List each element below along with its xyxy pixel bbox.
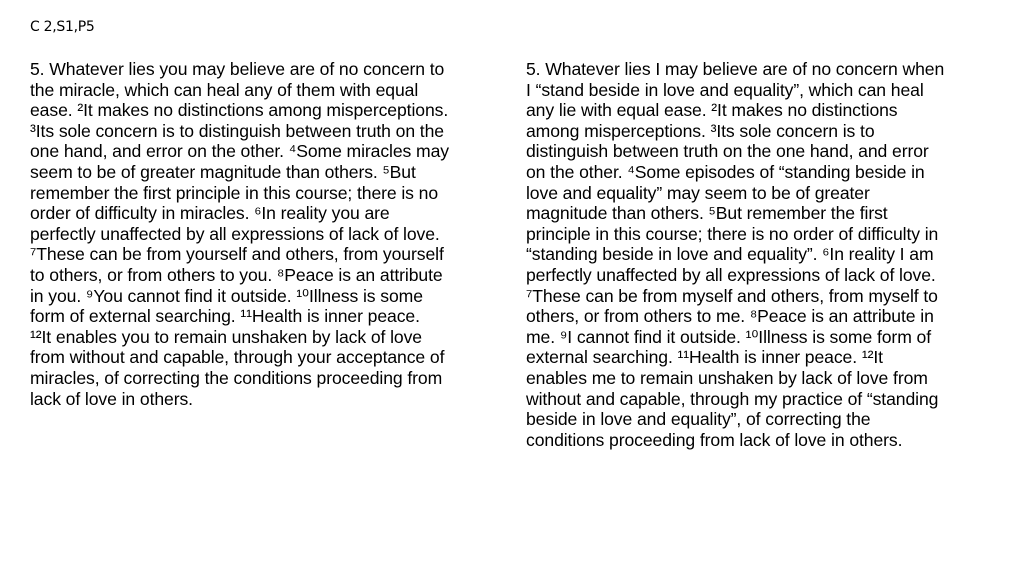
text-line: one hand, and error on the other. ⁴Some miracles may (30, 141, 449, 162)
right-text-column (526, 59, 998, 450)
text-line: perfectly unaffected by all expressions of lack of love. (526, 264, 936, 285)
text-line: without and capable, through my practice of “standing (526, 388, 939, 409)
text-line: enables me to remain unshaken by lack of love from (526, 367, 928, 388)
text-line: the miracle, which can heal any of them with equal (30, 79, 419, 100)
text-line: external searching. ¹¹Health is inner peace. ¹²It (526, 347, 883, 368)
text-line: miracles, of correcting the conditions proceeding from (30, 367, 443, 388)
text-line: love and equality” may seem to be of greater (526, 182, 870, 203)
text-line: conditions proceeding from lack of love in others. (526, 429, 903, 450)
text-line: I “stand beside in love and equality”, which can heal (526, 79, 924, 100)
slide-reference: C 2,S1,P5 (30, 19, 95, 35)
left-text-column (30, 59, 504, 409)
text-line: in you. ⁹You cannot find it outside. ¹⁰Illness is some (30, 285, 423, 306)
text-line: ³Its sole concern is to distinguish between truth on the (30, 120, 444, 141)
text-line: me. ⁹I cannot find it outside. ¹⁰Illness is some form of (526, 326, 932, 347)
text-line: ⁷These can be from myself and others, from myself to (526, 285, 938, 306)
text-line: seem to be of greater magnitude than others. ⁵But (30, 161, 416, 182)
text-line: any lie with equal ease. ²It makes no distinctions (526, 100, 898, 121)
text-line: perfectly unaffected by all expressions of lack of love. (30, 223, 440, 244)
text-line: ¹²It enables you to remain unshaken by lack of love (30, 326, 422, 347)
text-line: magnitude than others. ⁵But remember the first (526, 203, 888, 224)
text-line: form of external searching. ¹¹Health is inner peace. (30, 306, 420, 327)
text-line: order of difficulty in miracles. ⁶In reality you are (30, 203, 390, 224)
text-line: to others, or from others to you. ⁸Peace is an attribute (30, 264, 443, 285)
text-line: principle in this course; there is no order of difficulty in (526, 223, 939, 244)
text-line: ⁷These can be from yourself and others, from yourself (30, 244, 444, 265)
text-line: “standing beside in love and equality”. ⁶In reality I am (526, 244, 934, 265)
text-line: among misperceptions. ³Its sole concern is to (526, 120, 875, 141)
text-line: on the other. ⁴Some episodes of “standing beside in (526, 161, 925, 182)
text-line: 5. Whatever lies I may believe are of no concern when (526, 59, 945, 79)
text-line: distinguish between truth on the one hand, and error (526, 141, 929, 162)
text-line: beside in love and equality”, of correcting the (526, 409, 871, 430)
text-line: from without and capable, through your acceptance of (30, 347, 445, 368)
text-line: 5. Whatever lies you may believe are of no concern to (30, 59, 445, 79)
text-line: remember the first principle in this course; there is no (30, 182, 439, 203)
text-line: lack of love in others. (30, 388, 193, 409)
text-line: ease. ²It makes no distinctions among misperceptions. (30, 100, 449, 121)
text-line: others, or from others to me. ⁸Peace is an attribute in (526, 306, 934, 327)
